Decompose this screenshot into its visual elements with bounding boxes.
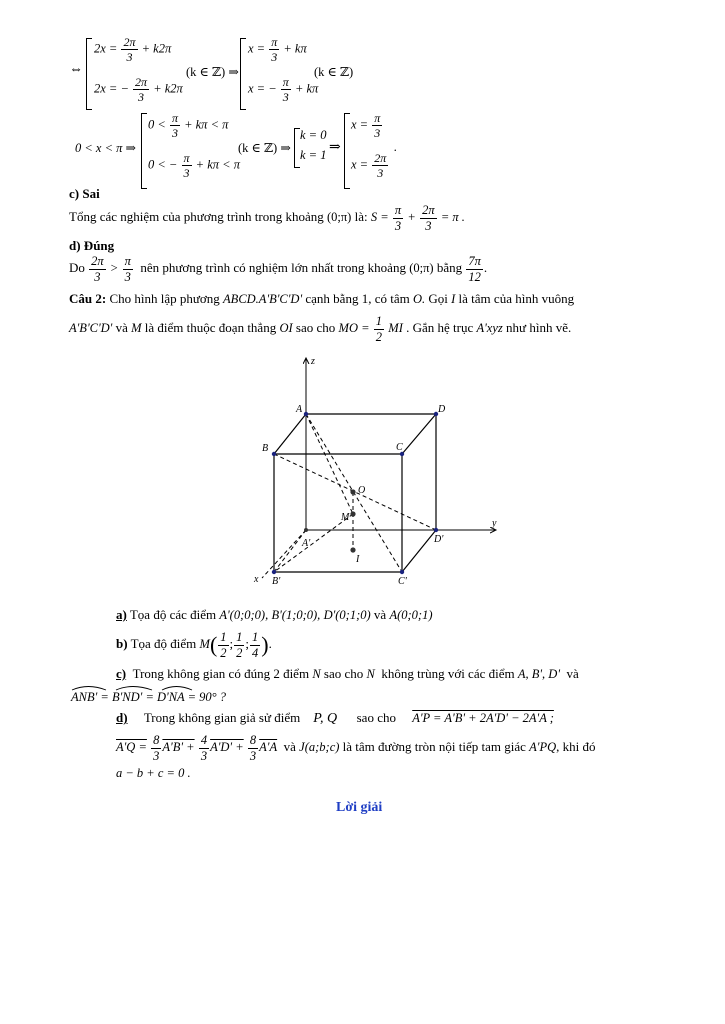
item-c: c) Trong không gian có đúng 2 điểm N sao cho N không trùng với các điểm A, B', D' và: [116, 666, 579, 681]
item-d-line2: A'Q = $\frac{8}{3}$ A'B' + $\frac{4}{3}$ A'D' + $\frac{8}{3}$ A'A và J(a;b;c) là tâm đường tròn nội tiếp tam giác A'PQ, khi đó: [116, 733, 596, 763]
item-d-final: a − b + c = 0 .: [116, 766, 191, 780]
cube-figure: [240, 350, 510, 590]
bracket-left-3: [141, 113, 147, 189]
solution-row-1: x = $\frac{\pi}{3}$: [351, 111, 381, 140]
label-C: C: [396, 442, 403, 453]
label-O: O: [358, 485, 366, 496]
question-2-text-line2: A'B'C'D' và M là điểm thuộc đoạn thẳng OI sao cho MO = $\frac{1}{2}$ MI . Gắn hệ trục A'xyz như hình vẽ.: [69, 314, 572, 344]
eq-row-3: x = $\frac{\pi}{3}$ + kπ: [248, 35, 307, 64]
label-C1: C': [398, 576, 407, 587]
item-d: d) Trong không gian giả sử điểm P, Q sao cho A'P = A'B' + 2A'D' − 2A'A ;: [116, 710, 554, 726]
question-2-text: Câu 2: Cho hình lập phương ABCD.A'B'C'D' cạnh bằng 1, có tâm O. Gọi I là tâm của hình vuông: [69, 291, 575, 306]
part-c-label: c) Sai: [69, 186, 100, 201]
eq-row-2: 2x = − $\frac{2\pi}{3}$ + k2π: [94, 75, 183, 104]
label-y: y: [492, 518, 497, 529]
label-M: M: [341, 512, 350, 523]
solution-heading: Lời giải: [336, 800, 383, 815]
edge-D1C1: [402, 530, 436, 572]
interval-lead: 0 < x < π ⇒: [75, 141, 137, 155]
label-A: A: [296, 404, 303, 415]
angle-hats: [70, 682, 210, 692]
part-d-text: Do $\frac{2\pi}{3}$ > $\frac{\pi}{3}$ nên phương trình có nghiệm lớn nhất trong khoảng (0;π) bằng $\frac{7\pi}{12}$ .: [69, 254, 488, 284]
bracket-left-5: [344, 113, 350, 189]
item-a: a) Tọa độ các điểm A'(0;0;0), B'(1;0;0), D'(0;1;0) và A(0;0;1): [116, 607, 433, 622]
part-d-label: d) Đúng: [69, 238, 115, 253]
edge-DC: [402, 414, 436, 454]
ineq-row-1: 0 < $\frac{\pi}{3}$ + kπ < π: [148, 111, 229, 140]
eq-row-4: x = − $\frac{\pi}{3}$ + kπ: [248, 75, 319, 104]
bracket-left-2: [240, 38, 246, 110]
ineq-row-2: 0 < − $\frac{\pi}{3}$ + kπ < π: [148, 151, 240, 180]
equivalence-arrow: ⇔: [69, 62, 83, 77]
line-A-M: [306, 414, 353, 514]
bracket-left: [86, 38, 92, 110]
item-b: b) Tọa độ điểm M( $\frac{1}{2}$ ; $\frac{1}{2}$ ; $\frac{1}{4}$ ).: [116, 630, 272, 660]
label-D: D: [438, 404, 446, 415]
label-B: B: [262, 443, 269, 454]
implies-arrow: ⇒: [329, 140, 341, 155]
edge-AB: [274, 414, 306, 454]
domain-note-2: (k ∈ ℤ): [314, 65, 354, 79]
label-x: x: [254, 574, 259, 585]
k-equals-1: k = 1: [300, 148, 327, 162]
system-end-dot: .: [394, 140, 398, 154]
label-A1: A': [302, 538, 311, 549]
domain-note-3: (k ∈ ℤ) ⇒: [238, 141, 291, 155]
item-c-angles: ANB' = B'ND' = D'NA = 90° ?: [71, 690, 227, 704]
label-I: I: [356, 554, 360, 565]
domain-note: (k ∈ ℤ) ⇒: [186, 65, 239, 79]
label-B1: B': [272, 576, 281, 587]
k-equals-0: k = 0: [300, 128, 327, 142]
edge-A1B1: [274, 530, 306, 572]
label-z: z: [311, 356, 315, 367]
x-axis: [262, 530, 306, 578]
label-D1: D': [434, 534, 444, 545]
part-c-text: Tổng các nghiệm của phương trình trong khoảng (0;π) là: S = $\frac{\pi}{3}$ + $\frac{2\pi}{3}$ = π .: [69, 203, 465, 233]
solution-row-2: x = $\frac{2\pi}{3}$: [351, 151, 387, 180]
eq-row-1: 2x = $\frac{2\pi}{3}$ + k2π: [94, 35, 172, 64]
